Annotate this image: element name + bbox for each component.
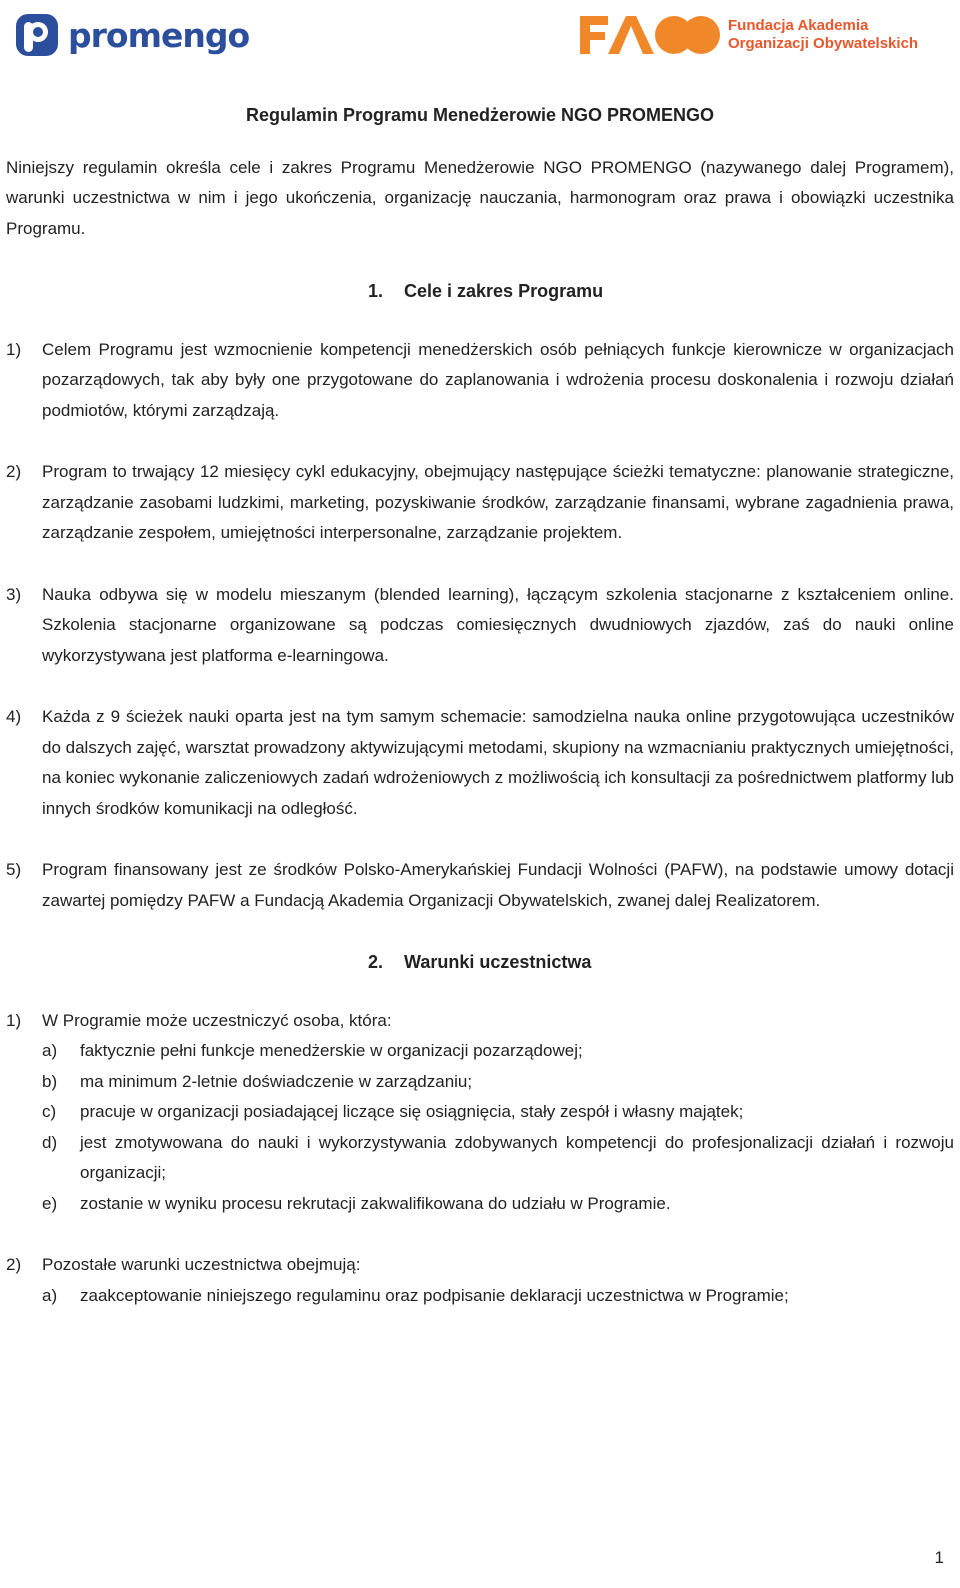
item-text: Program to trwający 12 miesięcy cykl edukacyjny, obejmujący następujące ścieżki tematyczne: planowanie strategiczne, zarządzanie zasobami ludzkimi, marketing, pozyskiwanie środków, zarządzanie finansami, wybrane zagadnienia prawa, zarządzanie zespołem, umiejętności interpersonalne, zarządzanie projektem. — [42, 462, 954, 542]
item-number: 5) — [6, 860, 22, 879]
faoo-logo — [578, 14, 918, 56]
sub-item-e — [6, 1189, 954, 1220]
section-1-item-3 — [6, 580, 954, 672]
section-1-item-2 — [6, 457, 954, 549]
section-1-item-5 — [6, 855, 954, 916]
sub-item-d — [6, 1128, 954, 1189]
section-2-item-2 — [6, 1250, 954, 1311]
promengo-logo-mark-icon — [14, 12, 60, 58]
sub-item-a — [6, 1036, 954, 1067]
item-text: Pozostałe warunki uczestnictwa obejmują: — [42, 1255, 361, 1274]
item-number: 1) — [6, 1010, 22, 1030]
sub-item-a — [6, 1281, 954, 1312]
sub-item-text: ma minimum 2-letnie doświadczenie w zarządzaniu; — [80, 1071, 473, 1091]
item-number: 2) — [6, 462, 22, 481]
sub-item-text: faktycznie pełni funkcje menedżerskie w organizacji pozarządowej; — [80, 1041, 583, 1060]
document-title: Regulamin Programu Menedżerowie NGO PROMENGO — [245, 105, 715, 125]
item-text: Celem Programu jest wzmocnienie kompetencji menedżerskich osób pełniących funkcje kierownicze w organizacjach pozarządowych, tak aby były one przygotowane do zaplanowania i wdrożenia procesu doskonalenia i rozwoju działań podmiotów, którymi zarządzają. — [42, 339, 954, 420]
item-text: Program finansowany jest ze środków Polsko-Amerykańskiej Fundacji Wolności (PAFW), na podstawie umowy dotacji zawartej pomiędzy PAFW a Fundacją Akademia Organizacji Obywatelskich, zwanej dalej Realizatorem. — [42, 860, 954, 910]
section-2-title: Warunki uczestnictwa — [404, 952, 592, 972]
section-2-item-1-lead — [6, 1006, 954, 1037]
sub-item-letter: b) — [42, 1071, 58, 1091]
sub-item-letter: a) — [42, 1041, 58, 1060]
sub-item-letter: a) — [42, 1285, 58, 1305]
section-1-heading — [6, 276, 954, 307]
sub-item-b — [6, 1067, 954, 1098]
page-header — [0, 0, 960, 70]
faoo-org-line2: Organizacji Obywatelskich — [728, 35, 919, 52]
sub-item-text: zaakceptowanie niniejszego regulaminu oraz podpisanie deklaracji uczestnictwa w Programie; — [80, 1285, 789, 1305]
sub-item-c — [6, 1097, 954, 1128]
section-1-number: 1. — [368, 281, 384, 301]
item-text: Nauka odbywa się w modelu mieszanym (blended learning), łączącym szkolenia stacjonarne z kształceniem online. Szkolenia stacjonarne organizowane są podczas comiesięcznych dwudniowych zjazdów, zaś do nauki online wykorzystywana jest platforma e-learningowa. — [42, 584, 954, 665]
promengo-logo-text: promengo — [68, 15, 250, 55]
faoo-org-line1: Fundacja Akademia — [728, 17, 869, 34]
item-number: 2) — [6, 1255, 22, 1274]
section-2-number: 2. — [368, 952, 384, 972]
item-number: 3) — [6, 584, 22, 604]
page-number: 1 — [934, 1548, 944, 1567]
section-2-item-1 — [6, 1006, 954, 1220]
section-1-title: Cele i zakres Programu — [404, 281, 604, 301]
sub-item-text: jest zmotywowana do nauki i wykorzystywania zdobywanych kompetencji do profesjonalizacji działań i rozwoju organizacji; — [80, 1132, 954, 1182]
section-2-heading — [6, 947, 954, 978]
sub-item-letter: e) — [42, 1193, 58, 1213]
faoo-logo-mark-icon — [578, 14, 720, 56]
sub-item-letter: d) — [42, 1132, 58, 1152]
item-text: Każda z 9 ścieżek nauki oparta jest na tym samym schemacie: samodzielna nauka online przygotowująca uczestników do dalszych zajęć, warsztat prowadzony aktywizującymi metodami, skupiony na wzmacnianiu praktycznych umiejętności, na koniec wykonanie zaliczeniowych zadań wdrożeniowych z możliwością ich konsultacji za pośrednictwem platformy lub innych środków komunikacji na odległość. — [42, 707, 954, 818]
item-number: 1) — [6, 339, 22, 359]
item-number: 4) — [6, 707, 22, 726]
document-body — [6, 100, 954, 1342]
section-1-item-4 — [6, 702, 954, 824]
sub-item-text: zostanie w wyniku procesu rekrutacji zakwalifikowana do udziału w Programie. — [80, 1193, 671, 1213]
promengo-logo — [14, 12, 249, 58]
section-2-item-2-lead — [6, 1250, 954, 1281]
intro-paragraph: Niniejszy regulamin określa cele i zakres Programu Menedżerowie NGO PROMENGO (nazywanego dalej Programem), warunki uczestnictwa w nim i jego ukończenia, organizację nauczania, harmonogram oraz prawa i obowiązki uczestnika Programu. — [6, 157, 954, 238]
faoo-org-name — [728, 17, 918, 53]
sub-item-text: pracuje w organizacji posiadającej liczące się osiągnięcia, stały zespół i własny majątek; — [80, 1102, 744, 1121]
sub-item-letter: c) — [42, 1102, 57, 1121]
item-text: W Programie może uczestniczyć osoba, która: — [42, 1010, 392, 1030]
section-1-item-1 — [6, 335, 954, 427]
